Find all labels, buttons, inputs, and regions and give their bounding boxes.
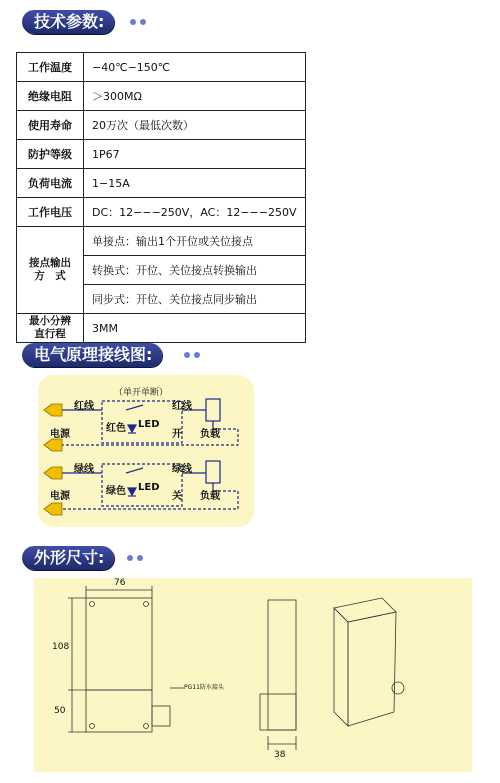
table-row: [17, 82, 306, 111]
table-row: [17, 227, 306, 256]
row-label: 防护等级: [17, 140, 84, 169]
height-upper-dimension: 108: [52, 642, 70, 652]
close-label: 关: [172, 491, 182, 502]
table-row: [17, 111, 306, 140]
wiring-title: 电气原理接线图:: [22, 343, 162, 367]
stroke-label-line2: 直行程: [34, 328, 66, 340]
led-label: LED: [138, 482, 160, 493]
green-led-color: 绿色: [106, 486, 126, 497]
spec-table: [16, 52, 306, 343]
load-label: 负载: [200, 491, 220, 502]
table-row: [17, 198, 306, 227]
circuit-type: （单开单断）: [114, 388, 169, 398]
contact-label-line2: 方 式: [34, 270, 66, 282]
load-label: 负载: [200, 429, 220, 440]
connector-label: PG11防水接头: [184, 684, 224, 691]
row-label: 负荷电流: [17, 169, 84, 198]
contact-mode-sync: 同步式：开位、关位接点同步输出: [84, 285, 306, 314]
wiring-diagram: [38, 375, 254, 527]
table-row: [17, 314, 306, 343]
header-dot: [184, 352, 190, 358]
open-label: 开: [172, 429, 182, 440]
row-value: −40℃−150℃: [84, 53, 306, 82]
contact-label-line1: 接点输出: [29, 257, 71, 269]
header-dot: [140, 19, 146, 25]
table-row: [17, 53, 306, 82]
depth-dimension: 38: [274, 750, 286, 760]
contact-mode-single: 单接点：输出1个开位或关位接点: [84, 227, 306, 256]
stroke-label: [17, 314, 84, 343]
table-row: [17, 169, 306, 198]
stroke-value: 3MM: [84, 314, 306, 343]
stroke-label-line1: 最小分辨: [29, 315, 71, 327]
header-dot: [127, 555, 133, 561]
row-label: 工作电压: [17, 198, 84, 227]
row-value: 20万次（最低次数）: [84, 111, 306, 140]
row-label: 工作温度: [17, 53, 84, 82]
contact-output-label: [17, 227, 84, 314]
dimension-drawing: [34, 578, 472, 772]
green-wire-left: 绿线: [74, 464, 94, 475]
row-value: 1−15A: [84, 169, 306, 198]
table-row: [17, 140, 306, 169]
header-dot: [137, 555, 143, 561]
row-value: ＞300MΩ: [84, 82, 306, 111]
height-lower-dimension: 50: [54, 706, 66, 716]
header-dot: [194, 352, 200, 358]
header-dot: [130, 19, 136, 25]
led-label: LED: [138, 419, 160, 430]
row-value: 1P67: [84, 140, 306, 169]
green-wire-right: 绿线: [172, 464, 192, 475]
red-wire-right: 红线: [172, 401, 192, 412]
row-label: 绝缘电阻: [17, 82, 84, 111]
row-value: DC：12−−−250V，AC：12−−−250V: [84, 198, 306, 227]
width-dimension: 76: [114, 578, 126, 588]
power-label: 电源: [50, 491, 70, 502]
contact-mode-changeover: 转换式：开位、关位接点转换输出: [84, 256, 306, 285]
dimension-lines: [34, 578, 472, 772]
row-label: 使用寿命: [17, 111, 84, 140]
red-wire-left: 红线: [74, 401, 94, 412]
tech-params-title: 技术参数:: [22, 10, 114, 34]
red-led-color: 红色: [106, 423, 126, 434]
dimensions-title: 外形尺寸:: [22, 546, 114, 570]
power-label: 电源: [50, 429, 70, 440]
